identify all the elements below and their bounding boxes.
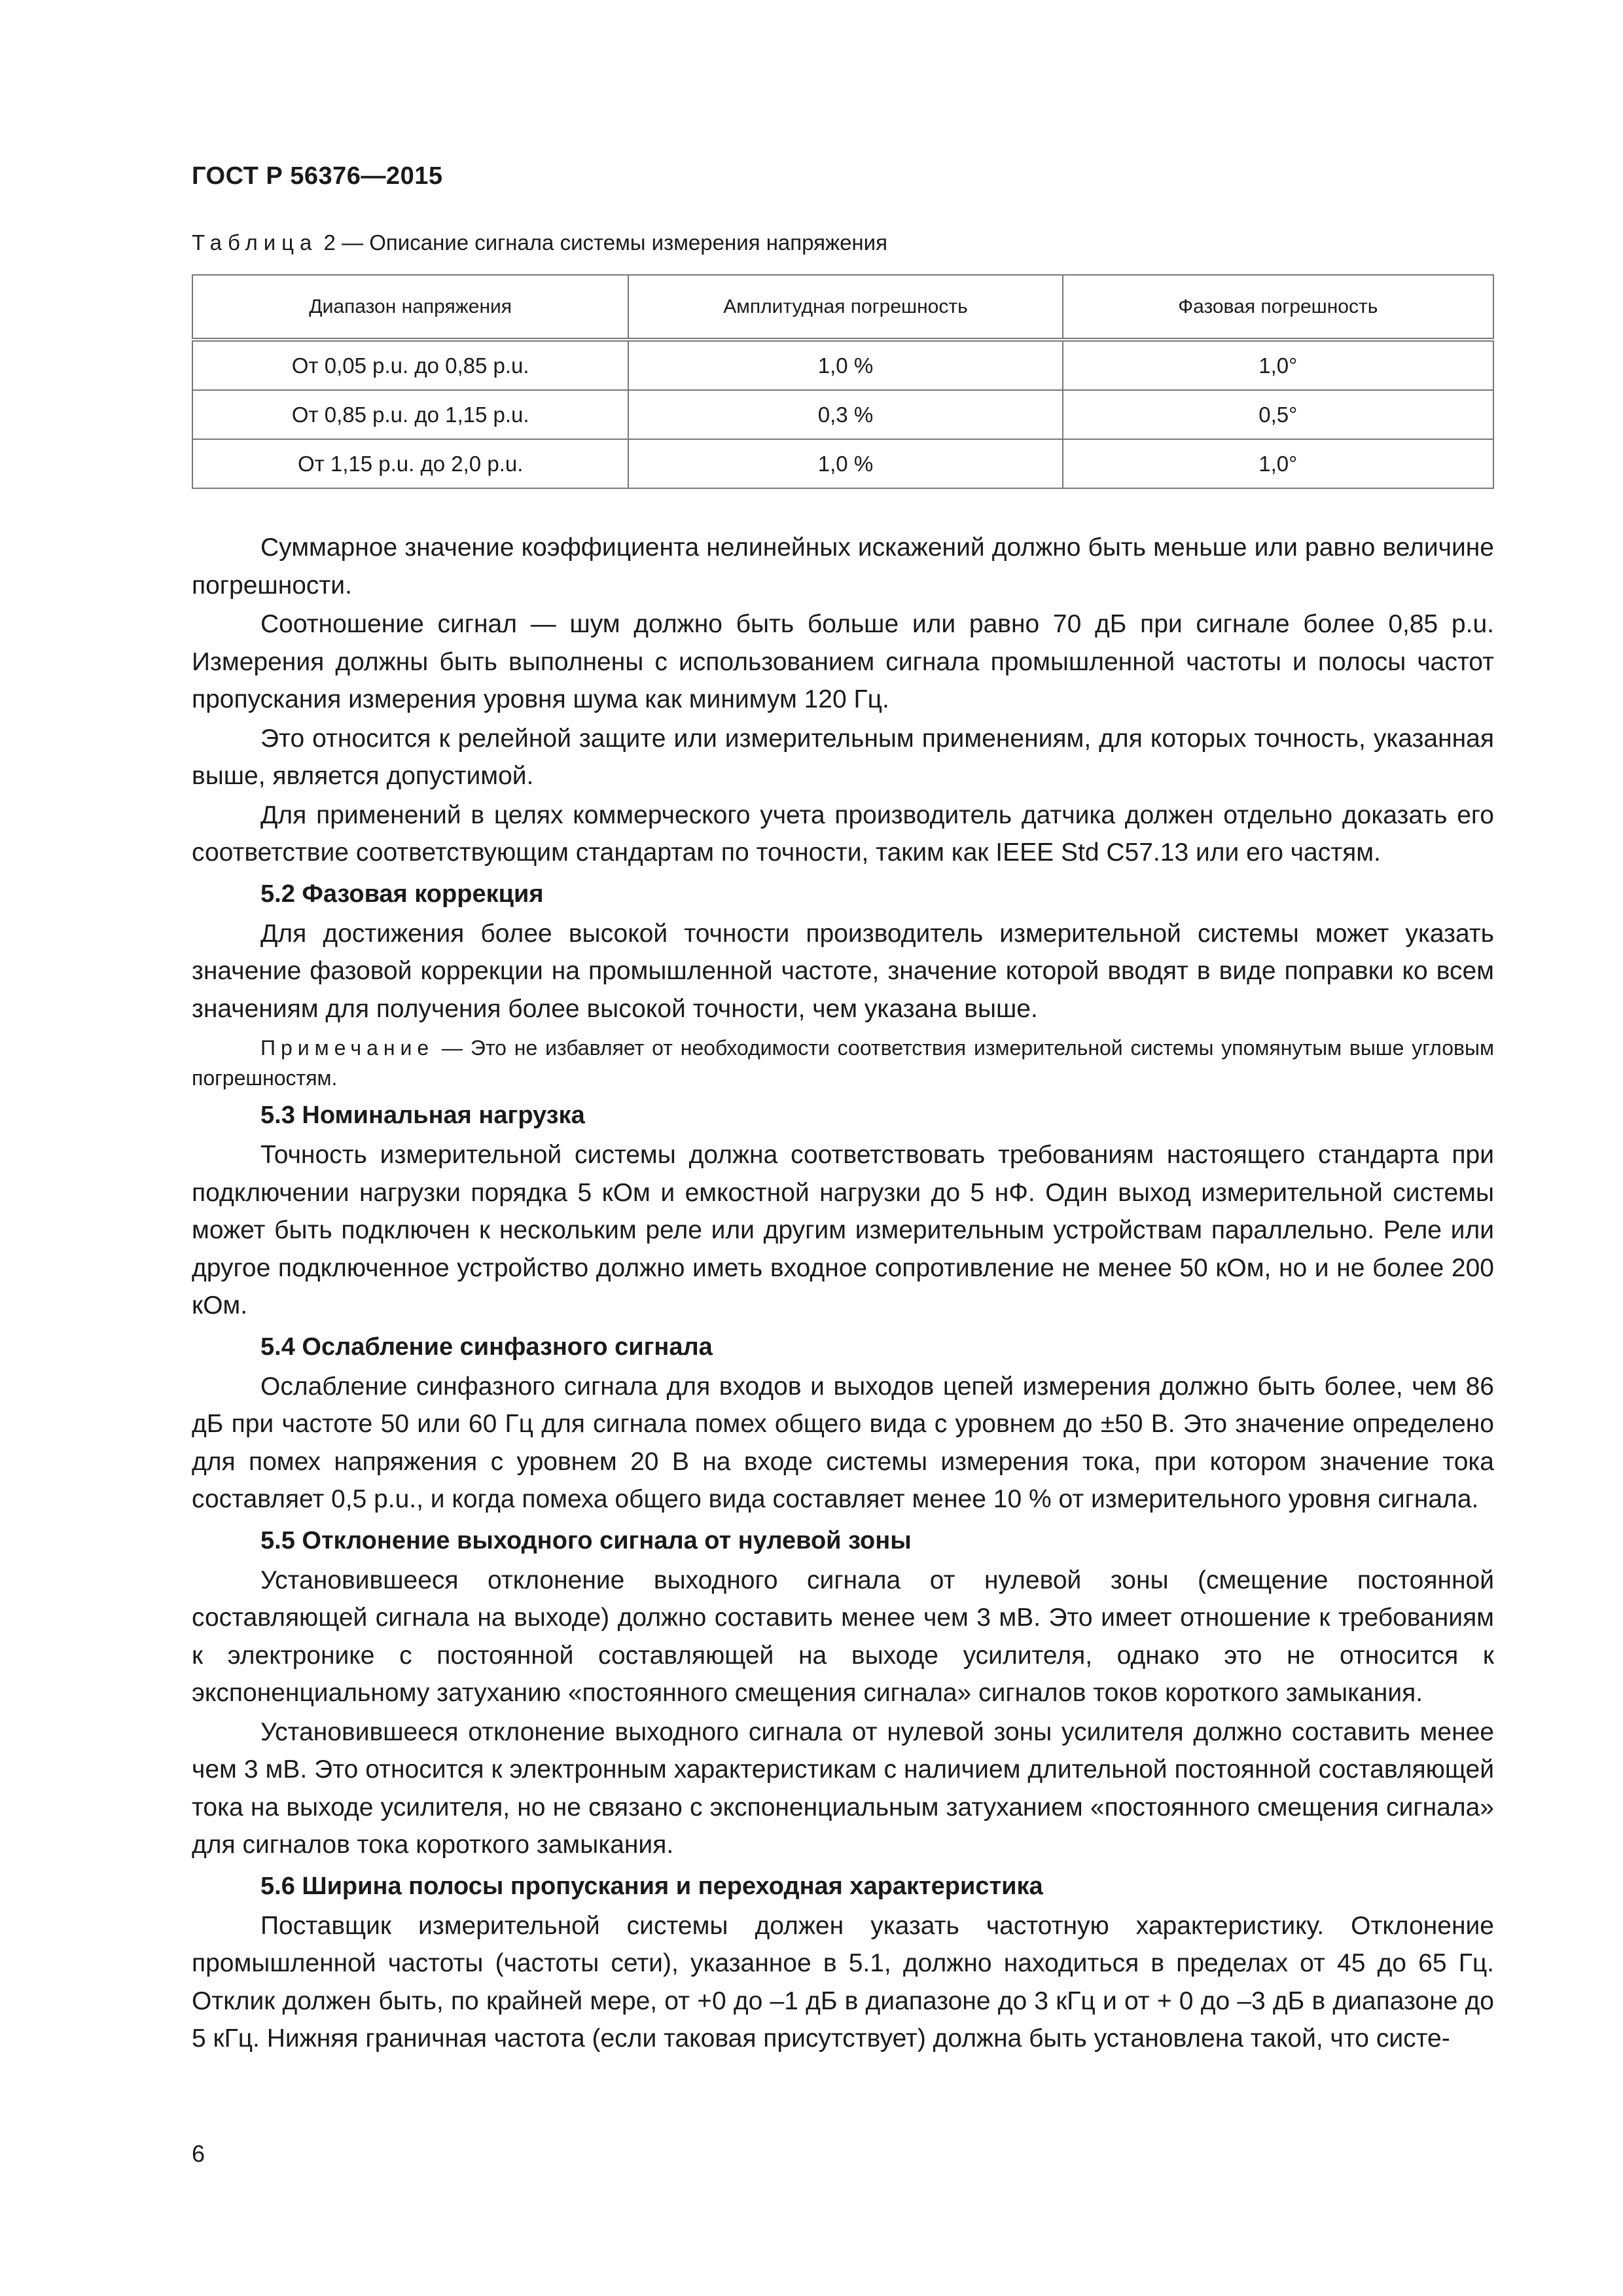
page-number: 6 — [192, 2140, 205, 2167]
note-label: Примечание — [260, 1036, 435, 1060]
paragraph: Соотношение сигнал — шум должно быть больше или равно 70 дБ при сигнале более 0,85 p.u. Измерения должны быть выполнены с использованием сигнала промышленной частоты и полосы частот пропускания измерения уровня шума как минимум 120 Гц. — [192, 610, 1494, 713]
table-row — [192, 439, 1493, 488]
section-heading-5-6: 5.6 Ширина полосы пропускания и переходная характеристика — [260, 1872, 1043, 1900]
section-heading-5-3: 5.3 Номинальная нагрузка — [260, 1102, 585, 1129]
table-cell: 0,3 % — [628, 390, 1062, 439]
table-cell: 1,0° — [1063, 340, 1493, 390]
table-cell: 1,0 % — [628, 340, 1062, 390]
table-header-cell: Фазовая погрешность — [1063, 275, 1493, 340]
table-cell: От 0,85 p.u. до 1,15 p.u. — [192, 390, 628, 439]
paragraph: Точность измерительной системы должна соответствовать требованиям настоящего стандарта при подключении нагрузки порядка 5 кОм и емкостной нагрузки до 5 нФ. Один выход измерительной системы может быть подключен к нескольким реле или другим измерительным устройствам параллельно. Реле или другое подключенное устройство должно иметь входное сопротивление не менее 50 кОм, но и не более 200 кОм. — [192, 1141, 1494, 1319]
table-header-cell: Амплитудная погрешность — [628, 275, 1062, 340]
table-cell: От 1,15 p.u. до 2,0 p.u. — [192, 439, 628, 488]
table-cell: От 0,05 p.u. до 0,85 p.u. — [192, 340, 628, 390]
paragraph: Для применений в целях коммерческого учета производитель датчика должен отдельно доказать его соответствие соответствующим стандартам по точности, таким как IEEE Std C57.13 или его частям. — [192, 800, 1494, 867]
body-text — [192, 529, 1494, 2058]
section-heading-5-5: 5.5 Отклонение выходного сигнала от нулевой зоны — [260, 1526, 912, 1554]
section-heading-5-2: 5.2 Фазовая коррекция — [260, 880, 544, 908]
paragraph: Суммарное значение коэффициента нелинейных искажений должно быть меньше или равно величине погрешности. — [192, 533, 1494, 600]
voltage-signal-table — [192, 274, 1494, 489]
table-cell: 1,0° — [1063, 439, 1493, 488]
table-cell: 1,0 % — [628, 439, 1062, 488]
document-header: ГОСТ Р 56376—2015 — [192, 162, 443, 190]
note-text: — Это не избавляет от необходимости соответствия измерительной системы упомянутым выше угловым погрешностям. — [192, 1036, 1494, 1090]
paragraph: Установившееся отклонение выходного сигнала от нулевой зоны (смещение постоянной составляющей сигнала на выходе) должно составить менее чем 3 мВ. Это имеет отношение к требованиям к электронике с постоянной составляющей на выходе усилителя, однако это не относится к экспоненциальному затуханию «постоянного смещения сигнала» сигналов токов короткого замыкания. — [192, 1566, 1494, 1707]
note — [192, 1033, 1494, 1093]
table-caption-title: 2 — Описание сигнала системы измерения напряжения — [317, 230, 887, 255]
table-cell: 0,5° — [1063, 390, 1493, 439]
table-header-row — [192, 275, 1493, 340]
table-caption — [192, 230, 887, 255]
table-header-cell: Диапазон напряжения — [192, 275, 628, 340]
paragraph: Для достижения более высокой точности производитель измерительной системы может указать значение фазовой коррекции на промышленной частоте, значение которой вводят в виде поправки ко всем значениям для получения более высокой точности, чем указана выше. — [192, 919, 1494, 1023]
paragraph: Это относится к релейной защите или измерительным применениям, для которых точность, указанная выше, является допустимой. — [192, 724, 1494, 790]
paragraph: Ослабление синфазного сигнала для входов и выходов цепей измерения должно быть более, чем 86 дБ при частоте 50 или 60 Гц для сигнала помех общего вида с уровнем до ±50 В. Это значение определено для помех напряжения с уровнем 20 В на входе системы измерения тока, при котором значение тока составляет 0,5 p.u., и когда помеха общего вида составляет менее 10 % от измерительного уровня сигнала. — [192, 1372, 1494, 1513]
table-caption-word: Таблица — [192, 230, 318, 255]
paragraph: Установившееся отклонение выходного сигнала от нулевой зоны усилителя должно составить менее чем 3 мВ. Это относится к электронным характеристикам с наличием длительной постоянной составляющей тока на выходе усилителя, но не связано с экспоненциальным затуханием «постоянного смещения сигнала» для сигналов тока короткого замыкания. — [192, 1717, 1494, 1859]
paragraph: Поставщик измерительной системы должен указать частотную характеристику. Отклонение промышленной частоты (частоты сети), указанное в 5.1, должно находиться в пределах от 45 до 65 Гц. Отклик должен быть, по крайней мере, от +0 до –1 дБ в диапазоне до 3 кГц и от + 0 до –3 дБ в диапазоне до 5 кГц. Нижняя граничная частота (если таковая присутствует) должна быть установлена такой, что систе- — [192, 1911, 1494, 2053]
section-heading-5-4: 5.4 Ослабление синфазного сигнала — [260, 1333, 713, 1361]
table-row — [192, 340, 1493, 390]
table-row — [192, 390, 1493, 439]
